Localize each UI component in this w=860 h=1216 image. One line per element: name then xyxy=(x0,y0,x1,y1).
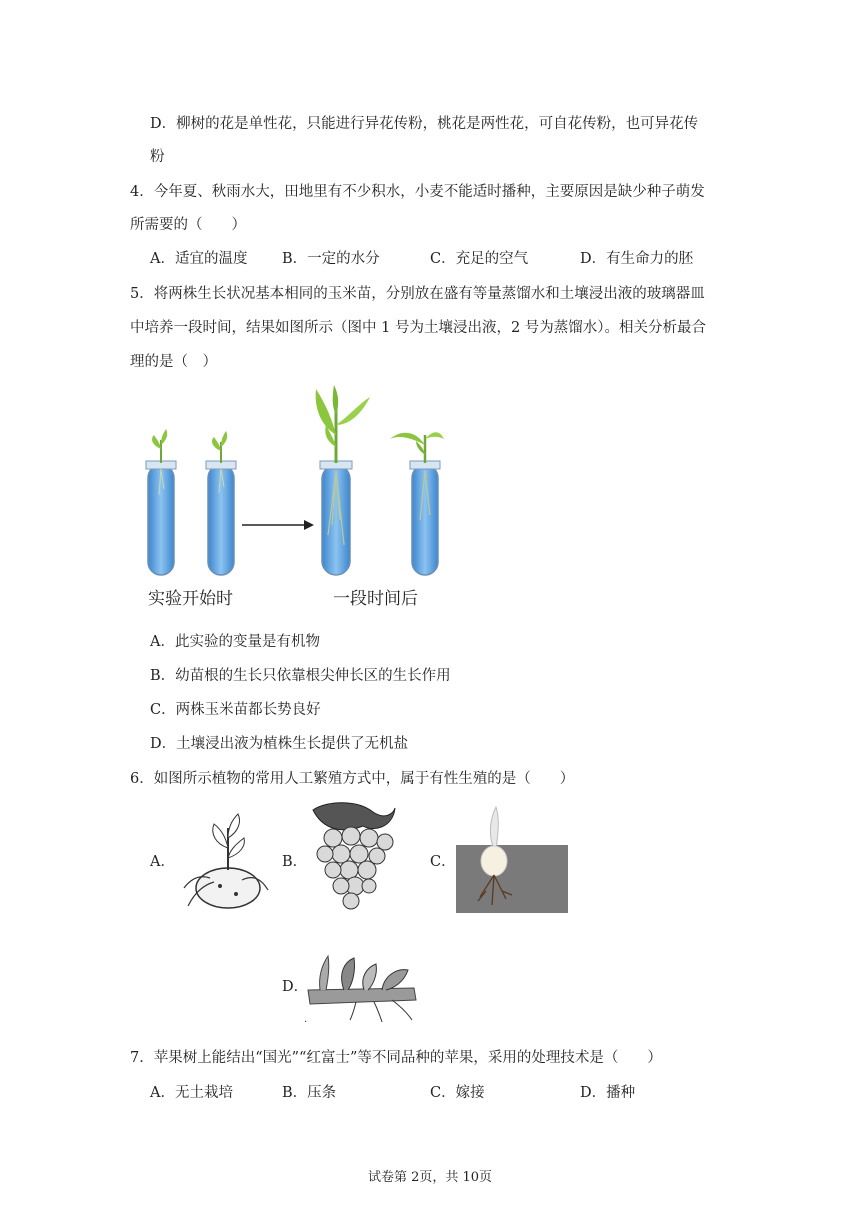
q5-option-d: D．土壤浸出液为植株生长提供了无机盐 xyxy=(150,736,409,752)
test-tubes-diagram xyxy=(140,385,460,610)
leaf-cutting-image xyxy=(304,944,422,1022)
q6-label-b: B． xyxy=(282,854,308,870)
q4-option-a: A．适宜的温度 xyxy=(150,251,248,267)
q7-stem: 7．苹果树上能结出“国光”“红富士”等不同品种的苹果，采用的处理技术是（ ） xyxy=(130,1050,662,1066)
q7-option-c: C．嫁接 xyxy=(430,1085,485,1101)
arrow-icon xyxy=(242,520,314,530)
q4-option-c: C．充足的空气 xyxy=(430,251,529,267)
corn-seedling-figure xyxy=(140,385,460,610)
tube-start-2 xyxy=(206,431,236,575)
q6-label-c: C． xyxy=(430,854,456,870)
q5-stem-line3: 理的是（ ） xyxy=(130,354,217,370)
potato-sprout-image xyxy=(180,808,270,913)
q5-option-b: B．幼苗根的生长只依靠根尖伸长区的生长作用 xyxy=(150,668,451,684)
q4-stem-line1: 4．今年夏、秋雨水大，田地里有不少积水，小麦不能适时播种，主要原因是缺少种子萌发 xyxy=(130,184,705,200)
q7-option-b: B．压条 xyxy=(282,1085,337,1101)
q4-option-d: D．有生命力的胚 xyxy=(580,251,694,267)
seed-germination-image xyxy=(456,805,568,913)
grape-bunch-image xyxy=(303,800,398,915)
q4-option-b: B．一定的水分 xyxy=(282,251,380,267)
q6-label-d: D． xyxy=(282,979,309,995)
figure-caption-start: 实验开始时 xyxy=(148,589,233,609)
q5-option-c: C．两株玉米苗都长势良好 xyxy=(150,702,321,718)
tube-after-2 xyxy=(390,432,444,575)
figure-caption-after: 一段时间后 xyxy=(333,589,418,609)
q6-stray-dot: . xyxy=(304,1014,308,1025)
q3-option-d-line2: 粉 xyxy=(150,149,165,165)
tube-start-1 xyxy=(146,429,176,575)
tube-after-1 xyxy=(316,385,370,575)
page-footer: 试卷第 2页，共 10页 xyxy=(367,1170,493,1185)
q7-option-a: A．无土栽培 xyxy=(150,1085,233,1101)
q3-option-d-line1: D．柳树的花是单性花，只能进行异花传粉，桃花是两性花，可自花传粉，也可异花传 xyxy=(150,116,699,132)
q6-stem: 6．如图所示植物的常用人工繁殖方式中，属于有性生殖的是（ ） xyxy=(130,771,575,787)
q6-label-a: A． xyxy=(150,854,175,870)
q5-option-a: A．此实验的变量是有机物 xyxy=(150,634,320,650)
q5-stem-line2: 中培养一段时间，结果如图所示（图中 1 号为土壤浸出液，2 号为蒸馏水）。相关分析最合 xyxy=(130,320,707,336)
q5-stem-line1: 5．将两株生长状况基本相同的玉米苗，分别放在盛有等量蒸馏水和土壤浸出液的玻璃器皿 xyxy=(130,286,705,302)
q7-option-d: D．播种 xyxy=(580,1085,636,1101)
q4-stem-line2: 所需要的（ ） xyxy=(130,217,246,233)
